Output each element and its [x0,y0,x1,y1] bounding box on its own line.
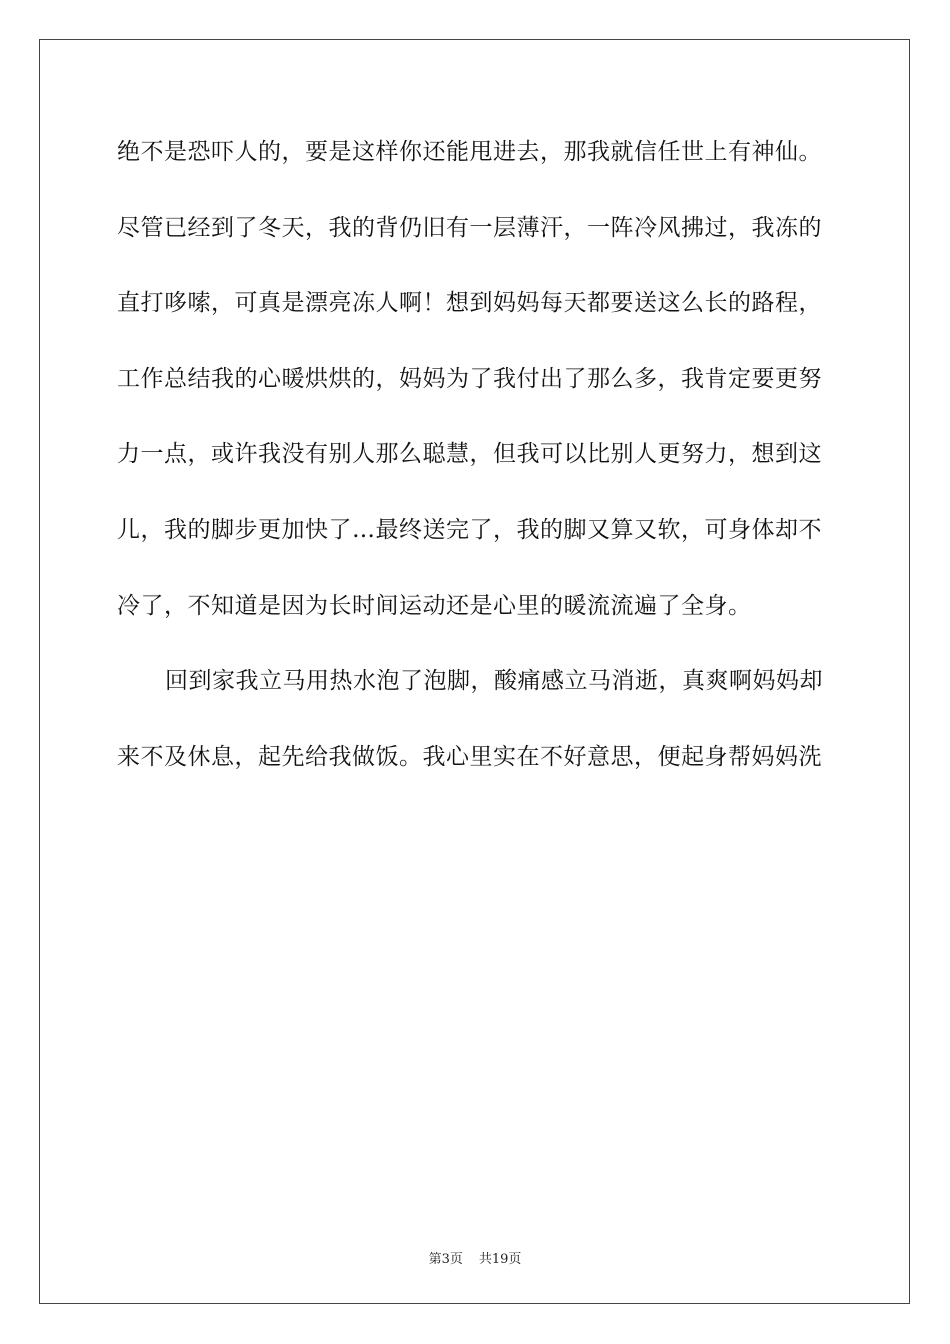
paragraph-start-line: 回到家我立马用热水泡了泡脚，酸痛感立马消逝，真爽啊妈妈却 [165,668,823,695]
document-body [117,115,837,795]
page-number: 第3页 [428,1252,463,1267]
text-line: 绝不是恐吓人的，要是这样你还能甩进去，那我就信任世上有神仙。 [117,139,822,165]
text-line: 儿，我的脚步更加快了…最终送完了，我的脚又算又软，可身体却不 [117,516,822,543]
page-total: 共19页 [478,1252,522,1267]
text-line: 尽管已经到了冬天，我的背仍旧有一层薄汗，一阵冷风拂过，我冻的 [117,214,822,241]
text-line: 工作总结我的心暖烘烘的，妈妈为了我付出了那么多，我肯定要更努 [117,365,822,392]
text-line: 直打哆嗦，可真是漂亮冻人啊！想到妈妈每天都要送这么长的路程， [117,290,822,317]
page-footer [0,1248,950,1267]
text-line: 力一点，或许我没有别人那么聪慧，但我可以比别人更努力，想到这 [117,441,822,468]
text-line: 来不及休息，起先给我做饭。我心里实在不好意思，便起身帮妈妈洗 [117,743,822,770]
text-line: 冷了，不知道是因为长时间运动还是心里的暖流流遍了全身。 [117,592,752,619]
